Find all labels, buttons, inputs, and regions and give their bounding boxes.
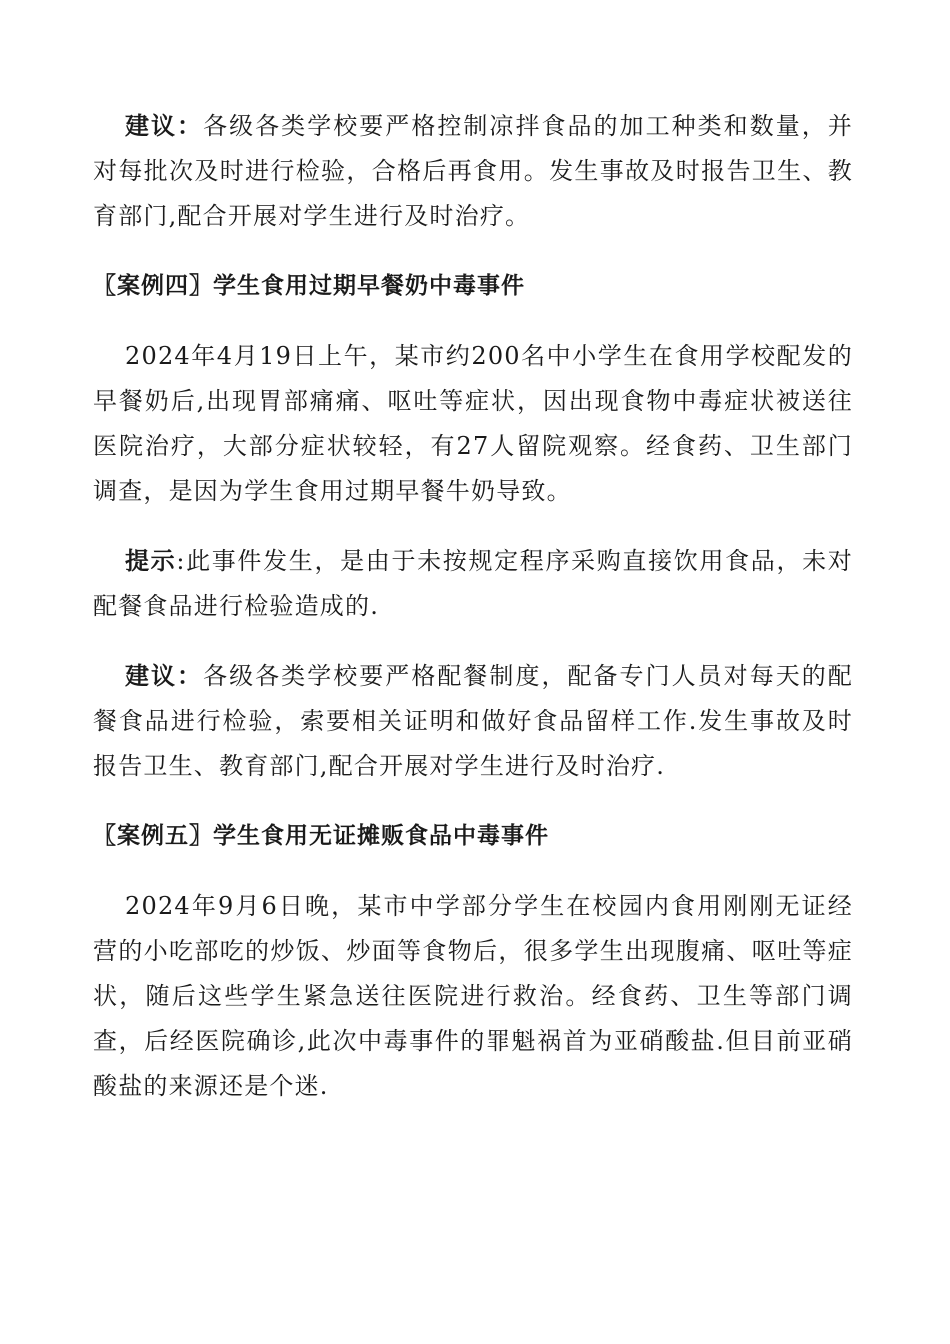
paragraph-lead: 建议：	[125, 662, 204, 690]
paragraph-suggestion-case3	[93, 104, 853, 239]
paragraph-case5-description	[93, 884, 853, 1109]
paragraph-case4-description	[93, 334, 853, 514]
paragraph-text: 2024年4月19日上午，某市约200名中小学生在食用学校配发的早餐奶后,出现胃部痛痛、呕吐等症状，因出现食物中毒症状被送往医院治疗，大部分症状较轻，有27人留院观察。经食药、卫生部门调查，是因为学生食用过期早餐牛奶导致。	[93, 342, 853, 505]
paragraph-text: 各级各类学校要严格控制凉拌食品的加工种类和数量，并对每批次及时进行检验，合格后再食用。发生事故及时报告卫生、教育部门,配合开展对学生进行及时治疗。	[93, 112, 853, 230]
paragraph-text: :此事件发生，是由于未按规定程序采购直接饮用食品，未对配餐食品进行检验造成的.	[93, 547, 854, 620]
paragraph-text: 2024年9月6日晚，某市中学部分学生在校园内食用刚刚无证经营的小吃部吃的炒饭、炒面等食物后，很多学生出现腹痛、呕吐等症状，随后这些学生紧急送往医院进行救治。经食药、卫生等部门调查，后经医院确诊,此次中毒事件的罪魁祸首为亚硝酸盐.但目前亚硝酸盐的来源还是个迷.	[93, 892, 853, 1100]
document-body	[93, 104, 853, 1134]
section-heading-case5: 〖案例五〗学生食用无证摊贩食品中毒事件	[93, 823, 549, 849]
paragraph-lead: 建议：	[125, 112, 204, 140]
section-heading-case4: 〖案例四〗学生食用过期早餐奶中毒事件	[93, 273, 525, 299]
paragraph-lead: 提示	[125, 547, 177, 575]
paragraph-suggestion-case4	[93, 654, 853, 789]
paragraph-tip-case4	[93, 539, 853, 629]
paragraph-text: 各级各类学校要严格配餐制度，配备专门人员对每天的配餐食品进行检验，索要相关证明和做好食品留样工作.发生事故及时报告卫生、教育部门,配合开展对学生进行及时治疗.	[93, 662, 853, 780]
